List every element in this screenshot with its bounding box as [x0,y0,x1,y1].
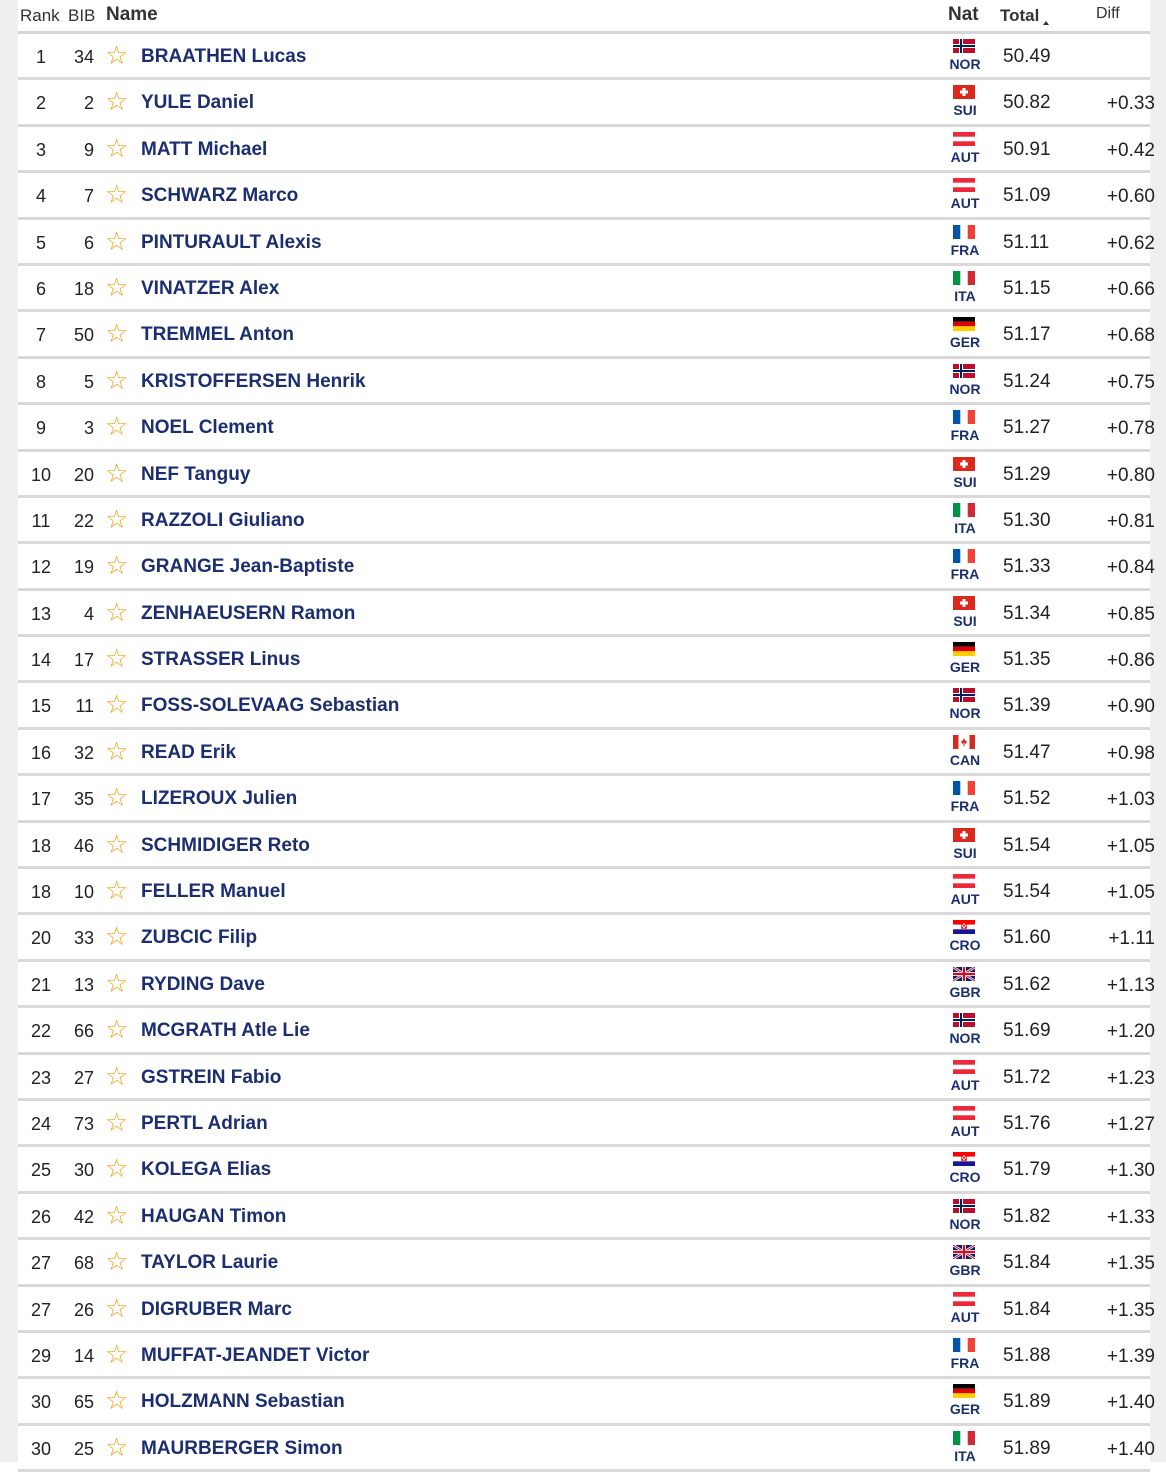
total-time: 51.89 [1003,1391,1051,1413]
athlete-name-link[interactable]: PINTURAULT Alexis [141,231,322,253]
athlete-name-link[interactable]: NEF Tanguy [141,463,251,485]
fra-flag-icon [953,410,975,424]
header-rank[interactable]: Rank [20,6,60,25]
gbr-flag-icon [953,967,975,981]
bib-value: 50 [73,325,94,346]
bib-value: 20 [73,464,94,485]
favorite-star-icon[interactable]: ☆ [105,457,129,488]
table-row[interactable] [18,266,1155,312]
time-difference: +1.03 [1106,789,1155,811]
aut-flag-icon [953,132,975,146]
rank-value: 14 [30,650,52,671]
time-difference: +0.33 [1106,93,1155,115]
bib-value: 68 [73,1253,94,1274]
favorite-star-icon[interactable]: ☆ [105,689,129,720]
table-row[interactable] [18,823,1155,869]
nation-code: FRA [950,1354,980,1371]
bib-value: 27 [73,1067,94,1088]
aut-flag-icon [953,1060,975,1074]
nor-flag-icon [953,39,975,53]
bib-value: 17 [73,650,94,671]
ger-flag-icon [953,1384,975,1398]
athlete-name-link[interactable]: LIZEROUX Julien [141,788,298,810]
favorite-star-icon[interactable]: ☆ [105,782,129,813]
nation-code: FRA [950,427,980,444]
table-row[interactable] [18,544,1155,590]
athlete-name-link[interactable]: GRANGE Jean-Baptiste [141,556,355,578]
favorite-star-icon[interactable]: ☆ [105,411,129,442]
rank-value: 18 [30,882,52,903]
table-row[interactable] [18,869,1155,915]
athlete-name-link[interactable]: KRISTOFFERSEN Henrik [141,370,366,392]
athlete-name-link[interactable]: STRASSER Linus [141,649,301,671]
athlete-name-link[interactable]: TAYLOR Laurie [141,1252,279,1274]
table-row[interactable] [18,1101,1155,1147]
favorite-star-icon[interactable]: ☆ [105,1338,129,1369]
total-time: 51.54 [1003,881,1051,903]
athlete-name-link[interactable]: ZUBCIC Filip [141,927,258,949]
favorite-star-icon[interactable]: ☆ [105,921,129,952]
rank-value: 23 [30,1067,52,1088]
favorite-star-icon[interactable]: ☆ [105,1199,129,1230]
favorite-star-icon[interactable]: ☆ [105,596,129,627]
table-row[interactable] [18,1240,1155,1286]
total-time: 51.79 [1003,1159,1051,1181]
favorite-star-icon[interactable]: ☆ [105,828,129,859]
total-time: 51.17 [1003,324,1051,346]
time-difference: +0.68 [1106,325,1155,347]
bib-value: 46 [73,835,94,856]
athlete-name-link[interactable]: FELLER Manuel [141,881,286,903]
table-row[interactable] [18,1055,1155,1101]
table-row[interactable] [18,80,1155,126]
rank-value: 4 [35,186,46,207]
bib-value: 26 [73,1299,94,1320]
athlete-name-link[interactable]: NOEL Clement [141,417,274,439]
nation-code: ITA [954,519,976,536]
bib-value: 42 [73,1206,94,1227]
time-difference: +0.86 [1106,650,1155,672]
table-row[interactable] [18,1426,1155,1472]
favorite-star-icon[interactable]: ☆ [105,735,129,766]
athlete-name-link[interactable]: MUFFAT-JEANDET Victor [141,1344,370,1366]
athlete-name-link[interactable]: MATT Michael [141,138,268,160]
table-row[interactable] [18,173,1155,219]
rank-value: 25 [30,1160,52,1181]
bib-value: 30 [73,1160,94,1181]
nation-code: CRO [949,937,981,954]
nation-code: GER [949,659,981,676]
table-row[interactable] [18,1147,1155,1193]
ita-flag-icon [953,1431,975,1445]
time-difference: +0.75 [1106,371,1155,393]
rank-value: 26 [30,1206,52,1227]
total-time: 51.72 [1003,1066,1051,1088]
bib-value: 32 [73,742,94,763]
bib-value: 10 [73,882,94,903]
rank-value: 5 [35,232,46,253]
favorite-star-icon[interactable]: ☆ [105,967,129,998]
time-difference: +1.05 [1106,835,1155,857]
table-row[interactable] [18,962,1155,1008]
sui-flag-icon [953,828,975,842]
athlete-name-link[interactable]: BRAATHEN Lucas [141,46,307,67]
athlete-name-link[interactable]: DIGRUBER Marc [141,1298,292,1320]
total-time: 51.24 [1003,370,1051,392]
rank-value: 9 [35,418,46,439]
nation-code: NOR [949,1215,981,1232]
fra-flag-icon [953,225,975,239]
nation-code: NOR [949,705,981,722]
table-row[interactable] [18,637,1155,683]
total-time: 51.39 [1003,695,1051,717]
table-row[interactable] [18,915,1155,961]
nor-flag-icon [953,1013,975,1027]
rank-value: 1 [35,47,46,67]
time-difference: +1.13 [1106,974,1155,996]
nation-code: AUT [950,148,980,165]
rank-value: 12 [30,557,52,578]
nation-code: FRA [950,241,980,258]
table-row[interactable] [18,1379,1155,1425]
athlete-name-link[interactable]: HAUGAN Timon [141,1205,287,1227]
rank-value: 30 [30,1438,52,1459]
athlete-name-link[interactable]: ZENHAEUSERN Ramon [141,602,356,624]
time-difference: +1.23 [1106,1067,1155,1089]
rank-value: 6 [35,278,46,299]
header-nat[interactable]: Nat [948,4,979,25]
favorite-star-icon[interactable]: ☆ [105,503,129,534]
table-row[interactable] [18,776,1155,822]
total-time: 51.11 [1003,231,1050,253]
cro-flag-icon [953,1152,975,1166]
bib-value: 9 [83,139,94,160]
athlete-name-link[interactable]: SCHWARZ Marco [141,185,299,207]
athlete-name-link[interactable]: MAURBERGER Simon [141,1437,343,1459]
results-table [18,0,1155,1472]
time-difference: +0.98 [1106,742,1155,764]
total-time: 51.84 [1003,1252,1051,1274]
time-difference: +1.39 [1106,1345,1155,1367]
favorite-star-icon[interactable]: ☆ [105,1153,129,1184]
time-difference: +1.30 [1106,1160,1155,1182]
bib-value: 2 [83,93,94,114]
table-row[interactable] [18,127,1155,173]
total-time: 51.47 [1003,741,1051,763]
nation-code: GER [949,1401,981,1418]
total-time: 51.82 [1003,1205,1051,1227]
athlete-name-link[interactable]: PERTL Adrian [141,1112,268,1134]
header-total[interactable]: Total [1000,6,1040,25]
bib-value: 5 [83,371,94,392]
time-difference: +1.40 [1106,1438,1155,1460]
favorite-star-icon[interactable]: ☆ [105,132,129,163]
bib-value: 73 [73,1113,94,1134]
sui-flag-icon [953,596,975,610]
table-row[interactable] [18,452,1155,498]
nation-code: SUI [953,612,977,629]
nation-code: GBR [949,1262,981,1279]
time-difference: +1.40 [1106,1392,1155,1414]
athlete-name-link[interactable]: GSTREIN Fabio [141,1066,282,1088]
rank-value: 18 [30,835,52,856]
rank-value: 2 [35,93,46,114]
nation-code: SUI [953,844,977,861]
time-difference: +0.90 [1106,696,1155,718]
athlete-name-link[interactable]: TREMMEL Anton [141,324,295,346]
favorite-star-icon[interactable]: ☆ [105,1385,129,1416]
table-body [18,34,1155,1472]
rank-value: 30 [30,1392,52,1413]
favorite-star-icon[interactable]: ☆ [105,179,129,210]
rank-value: 16 [30,742,52,763]
table-row[interactable] [18,220,1155,266]
fra-flag-icon [953,549,975,563]
rank-value: 17 [30,789,52,810]
athlete-name-link[interactable]: MCGRATH Atle Lie [141,1020,310,1042]
table-row[interactable] [18,359,1155,405]
nation-code: CRO [949,1169,981,1186]
favorite-star-icon[interactable]: ☆ [105,86,129,117]
ita-flag-icon [953,271,975,285]
table-row[interactable] [18,1333,1155,1379]
rank-value: 22 [30,1021,52,1042]
total-time: 51.62 [1003,973,1051,995]
time-difference: +0.42 [1106,139,1155,161]
bib-value: 22 [73,510,94,531]
table-row[interactable] [18,683,1155,729]
time-difference: +0.81 [1106,510,1155,532]
total-time: 51.89 [1003,1437,1051,1459]
total-time: 51.52 [1003,788,1051,810]
total-time: 51.33 [1003,556,1051,578]
time-difference: +0.80 [1106,464,1155,486]
page-margin-left [0,0,18,1462]
sui-flag-icon [953,457,975,471]
athlete-name-link[interactable]: HOLZMANN Sebastian [141,1391,345,1413]
favorite-star-icon[interactable]: ☆ [105,643,129,674]
nation-code: ITA [954,287,976,304]
rank-value: 10 [30,464,52,485]
time-difference: +0.60 [1106,186,1155,208]
bib-value: 11 [75,696,94,717]
favorite-star-icon[interactable]: ☆ [105,1106,129,1137]
table-row[interactable] [18,34,1150,80]
sort-ascending-icon[interactable] [1043,21,1049,25]
header-diff[interactable]: Diff [1096,5,1120,22]
time-difference: +1.35 [1106,1299,1155,1321]
bib-value: 3 [83,418,94,439]
time-difference: +1.33 [1106,1206,1155,1228]
total-time: 51.54 [1003,834,1051,856]
rank-value: 3 [35,139,46,160]
nation-code: AUT [950,195,980,212]
time-difference: +1.20 [1106,1021,1155,1043]
bib-value: 6 [83,232,94,253]
athlete-name-link[interactable]: YULE Daniel [141,92,254,114]
nation-code: AUT [950,1076,980,1093]
bib-value: 14 [73,1345,94,1366]
table-row[interactable] [18,312,1155,358]
athlete-name-link[interactable]: READ Erik [141,741,237,763]
time-difference: +0.85 [1106,603,1155,625]
bib-value: 4 [83,603,94,624]
time-difference: +0.84 [1106,557,1155,579]
table-header [18,0,1150,34]
bib-value: 33 [73,928,94,949]
table-row[interactable] [18,1287,1155,1333]
table-row[interactable] [18,498,1155,544]
ita-flag-icon [953,503,975,517]
table-row[interactable] [18,591,1155,637]
aut-flag-icon [953,874,975,888]
bib-value: 19 [73,557,94,578]
rank-value: 20 [30,928,52,949]
time-difference: +1.05 [1106,882,1155,904]
aut-flag-icon [953,1292,975,1306]
rank-value: 13 [30,603,52,624]
aut-flag-icon [953,1106,975,1120]
athlete-name-link[interactable]: RYDING Dave [141,973,265,995]
fra-flag-icon [953,781,975,795]
aut-flag-icon [953,178,975,192]
header-bib[interactable]: BIB [68,6,96,25]
nation-code: AUT [950,891,980,908]
bib-value: 34 [73,47,94,67]
total-time: 50.91 [1003,138,1051,160]
nation-code: SUI [953,473,977,490]
cro-flag-icon [953,920,975,934]
bib-value: 66 [73,1021,94,1042]
nation-code: ITA [954,1447,976,1464]
rank-value: 8 [35,371,46,392]
bib-value: 18 [73,278,94,299]
nor-flag-icon [953,1199,975,1213]
favorite-star-icon[interactable]: ☆ [105,271,129,302]
time-difference: +1.35 [1106,1253,1155,1275]
rank-value: 15 [30,696,52,717]
nation-code: GBR [949,983,981,1000]
table-row[interactable] [18,730,1155,776]
rank-value: 29 [30,1345,52,1366]
favorite-star-icon[interactable]: ☆ [105,1060,129,1091]
nation-code: SUI [953,102,977,119]
favorite-star-icon[interactable]: ☆ [105,318,129,349]
time-difference: +0.62 [1106,232,1155,254]
athlete-name-link[interactable]: FOSS-SOLEVAAG Sebastian [141,695,400,717]
rank-value: 24 [30,1113,52,1134]
table-row[interactable] [18,1008,1155,1054]
rank-value: 21 [30,974,52,995]
rank-value: 27 [30,1299,52,1320]
total-time: 51.30 [1003,509,1051,531]
nor-flag-icon [953,364,975,378]
favorite-star-icon[interactable]: ☆ [105,364,129,395]
athlete-name-link[interactable]: KOLEGA Elias [141,1159,272,1181]
bib-value: 25 [73,1438,94,1459]
favorite-star-icon[interactable]: ☆ [105,875,129,906]
total-time: 51.15 [1003,277,1051,299]
total-time: 51.09 [1003,185,1051,207]
total-time: 51.76 [1003,1112,1051,1134]
favorite-star-icon[interactable]: ☆ [105,1246,129,1277]
ger-flag-icon [953,317,975,331]
favorite-star-icon[interactable]: ☆ [105,225,129,256]
nation-code: FRA [950,798,980,815]
athlete-name-link[interactable]: RAZZOLI Giuliano [141,509,305,531]
time-difference: +1.27 [1106,1113,1155,1135]
nation-code: GER [949,334,981,351]
rank-value: 27 [30,1253,52,1274]
total-time: 51.29 [1003,463,1051,485]
header-name[interactable]: Name [106,4,158,25]
athlete-name-link[interactable]: SCHMIDIGER Reto [141,834,310,856]
gbr-flag-icon [953,1245,975,1259]
nation-code: FRA [950,566,980,583]
bib-value: 7 [83,186,94,207]
rank-value: 7 [35,325,46,346]
total-time: 51.60 [1003,927,1051,949]
favorite-star-icon[interactable]: ☆ [105,550,129,581]
table-row[interactable] [18,1194,1155,1240]
total-time: 50.49 [1003,46,1051,67]
nation-code: NOR [949,56,981,72]
fra-flag-icon [953,1338,975,1352]
total-time: 50.82 [1003,92,1051,114]
ger-flag-icon [953,642,975,656]
time-difference: +0.66 [1106,278,1155,300]
total-time: 51.88 [1003,1344,1051,1366]
nation-code: AUT [950,1308,980,1325]
total-time: 51.84 [1003,1298,1051,1320]
table-row[interactable] [18,405,1155,451]
nor-flag-icon [953,688,975,702]
favorite-star-icon[interactable]: ☆ [105,1292,129,1323]
total-time: 51.34 [1003,602,1051,624]
page-margin-right [1150,0,1166,1462]
total-time: 51.69 [1003,1020,1051,1042]
nation-code: NOR [949,1030,981,1047]
favorite-star-icon[interactable]: ☆ [105,40,129,70]
nation-code: AUT [950,1122,980,1139]
bib-value: 65 [73,1392,94,1413]
nation-code: NOR [949,380,981,397]
sui-flag-icon [953,85,975,99]
total-time: 51.35 [1003,649,1051,671]
bib-value: 35 [73,789,94,810]
bib-value: 13 [73,974,94,995]
can-flag-icon [953,735,975,749]
time-difference: +1.11 [1108,928,1155,950]
athlete-name-link[interactable]: VINATZER Alex [141,277,280,299]
favorite-star-icon[interactable]: ☆ [105,1431,129,1462]
time-difference: +0.78 [1106,418,1155,440]
nation-code: CAN [949,751,981,768]
total-time: 51.27 [1003,417,1051,439]
rank-value: 11 [31,510,51,531]
favorite-star-icon[interactable]: ☆ [105,1014,129,1045]
